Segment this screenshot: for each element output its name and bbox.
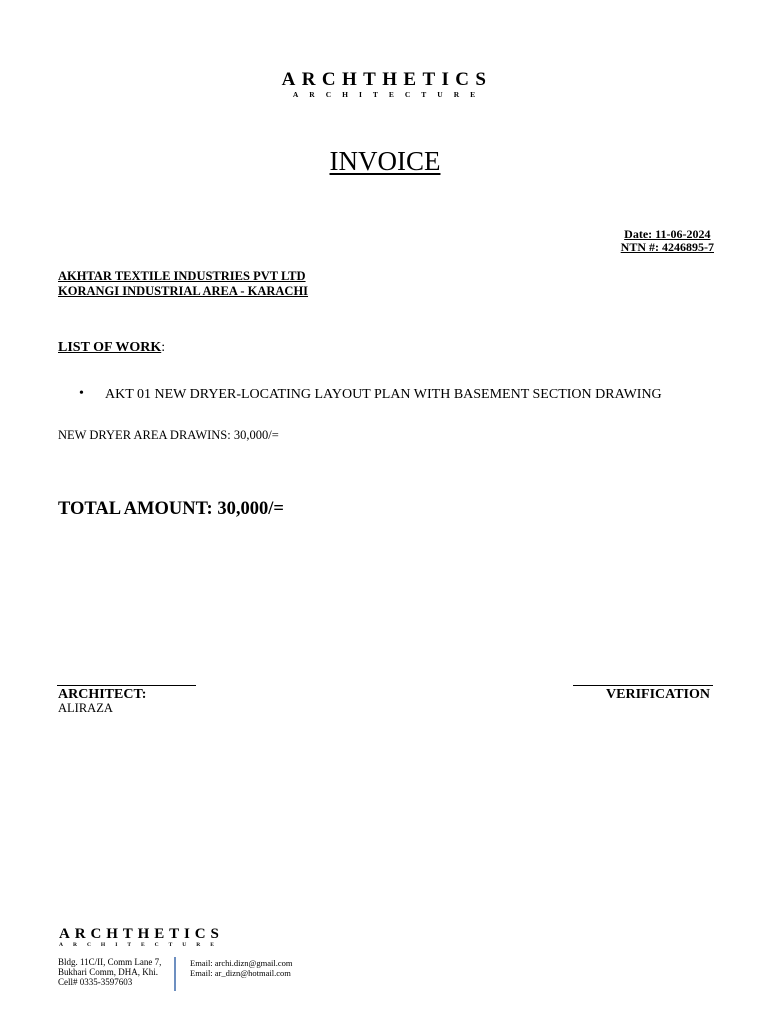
ntn-number: NTN #: 4246895-7 (620, 240, 714, 254)
footer-emails (190, 959, 292, 978)
footer-email-hotmail: Email: ar_dizn@hotmail.com (190, 967, 291, 978)
invoice-title: INVOICE (329, 146, 441, 176)
verification-label: VERIFICATION (606, 687, 710, 702)
charge-line: NEW DRYER AREA DRAWINS: 30,000/= (58, 428, 279, 442)
brand-logo: ARCHTHETICS (281, 69, 493, 90)
footer-address-line: Bldg. 11C/II, Comm Lane 7, (58, 957, 162, 967)
date-block (621, 228, 714, 254)
architect-name: ALIRAZA (58, 701, 113, 715)
brand-tagline: ARCHITECTURE (292, 90, 487, 99)
footer-brand-tagline: ARCHITECTURE (59, 942, 224, 948)
list-of-work-colon: : (161, 340, 166, 355)
footer-brand-logo: ARCHTHETICS (59, 926, 224, 942)
client-block (58, 269, 308, 298)
verification-signature-line (573, 685, 713, 686)
invoice-date: Date: 11-06-2024 (624, 227, 711, 241)
total-amount: TOTAL AMOUNT: 30,000/= (58, 499, 284, 519)
architect-signature-line (57, 685, 196, 686)
bullet-icon: • (79, 386, 84, 401)
footer-address (58, 957, 161, 987)
architect-label: ARCHITECT: (58, 687, 147, 702)
list-of-work-heading (58, 340, 165, 356)
client-address: KORANGI INDUSTRIAL AREA - KARACHI (58, 283, 309, 298)
footer-phone: Cell# 0335-3597603 (58, 977, 133, 987)
list-of-work-label: LIST OF WORK (58, 340, 162, 355)
footer-email-gmail: Email: archi.dizn@gmail.com (190, 958, 293, 968)
footer-address-line: Bukhari Comm, DHA, Khi. (58, 967, 158, 977)
work-item: AKT 01 NEW DRYER-LOCATING LAYOUT PLAN WITH BASEMENT SECTION DRAWING (105, 387, 662, 402)
client-name: AKHTAR TEXTILE INDUSTRIES PVT LTD (58, 269, 306, 283)
footer-divider (174, 957, 176, 991)
